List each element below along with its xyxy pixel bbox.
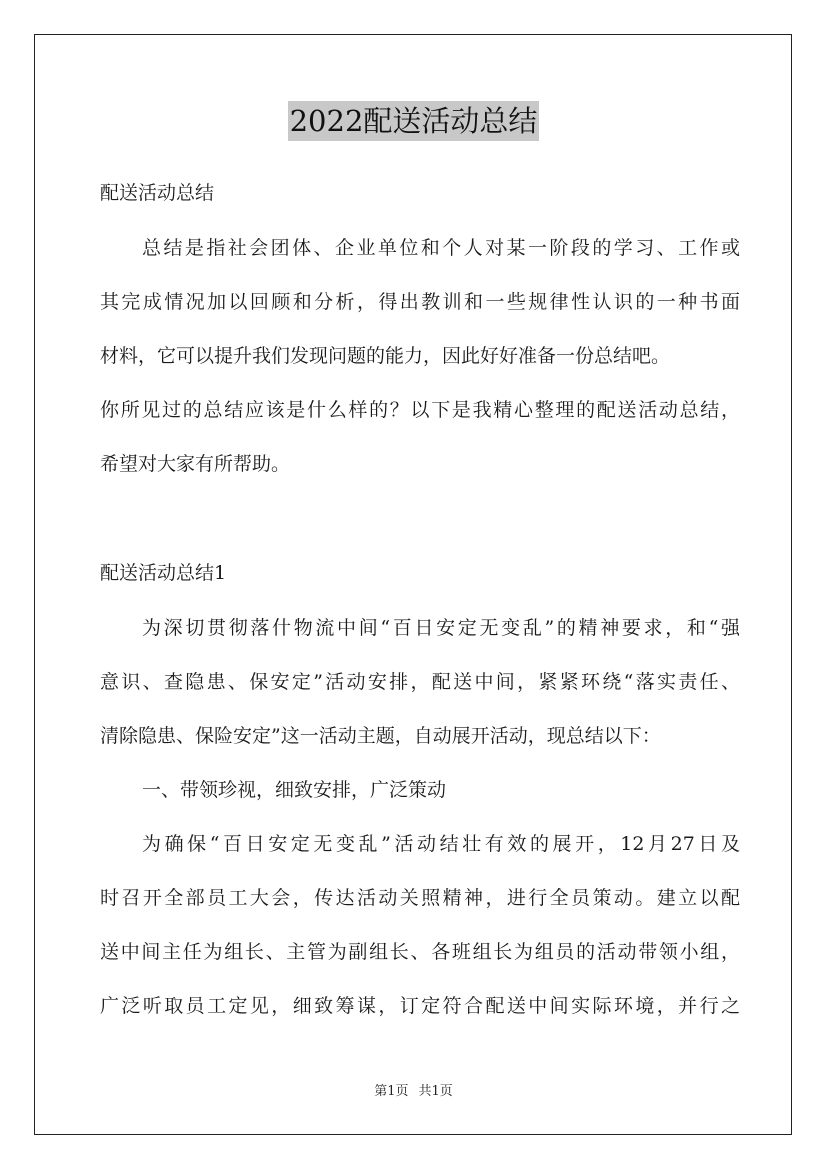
intro-line: 总结是指社会团体、企业单位和个人对某一阶段的学习、工作或 — [142, 237, 740, 259]
paragraph-line: 清除隐患、保险安定”这一活动主题，自动展开活动，现总结以下： — [100, 725, 661, 747]
intro-line: 材料，它可以提升我们发现问题的能力，因此好好准备一份总结吧。 — [100, 345, 671, 367]
intro-line: 其完成情况加以回顾和分析，得出教训和一些规律性认识的一种书面 — [100, 291, 740, 313]
document-title: 2022配送活动总结 — [288, 101, 540, 141]
section-heading: 配送活动总结1 — [100, 562, 227, 584]
page-footer — [0, 1083, 827, 1101]
page-number-total: 共1页 — [418, 1084, 453, 1099]
title-container — [0, 101, 827, 141]
document-subtitle: 配送活动总结 — [100, 182, 215, 204]
subsection-heading: 一、带领珍视，细致安排，广泛策动 — [142, 779, 447, 801]
paragraph-line: 为确保“百日安定无变乱”活动结壮有效的展开，12月27日及 — [142, 833, 740, 855]
paragraph-line: 广泛听取员工定见，细致筹谋，订定符合配送中间实际环境，并行之 — [100, 995, 740, 1017]
paragraph-line: 送中间主任为组长、主管为副组长、各班组长为组员的活动带领小组， — [100, 941, 740, 963]
intro-line: 你所见过的总结应该是什么样的？以下是我精心整理的配送活动总结， — [100, 399, 740, 421]
page-number-current: 第1页 — [374, 1084, 409, 1099]
paragraph-line: 时召开全部员工大会，传达活动关照精神，进行全员策动。建立以配 — [100, 887, 740, 909]
paragraph-line: 意识、查隐患、保安定”活动安排，配送中间，紧紧环绕“落实责任、 — [100, 671, 740, 693]
paragraph-line: 为深切贯彻落什物流中间“百日安定无变乱”的精神要求，和“强 — [142, 617, 740, 639]
intro-line: 希望对大家有所帮助。 — [100, 453, 291, 475]
